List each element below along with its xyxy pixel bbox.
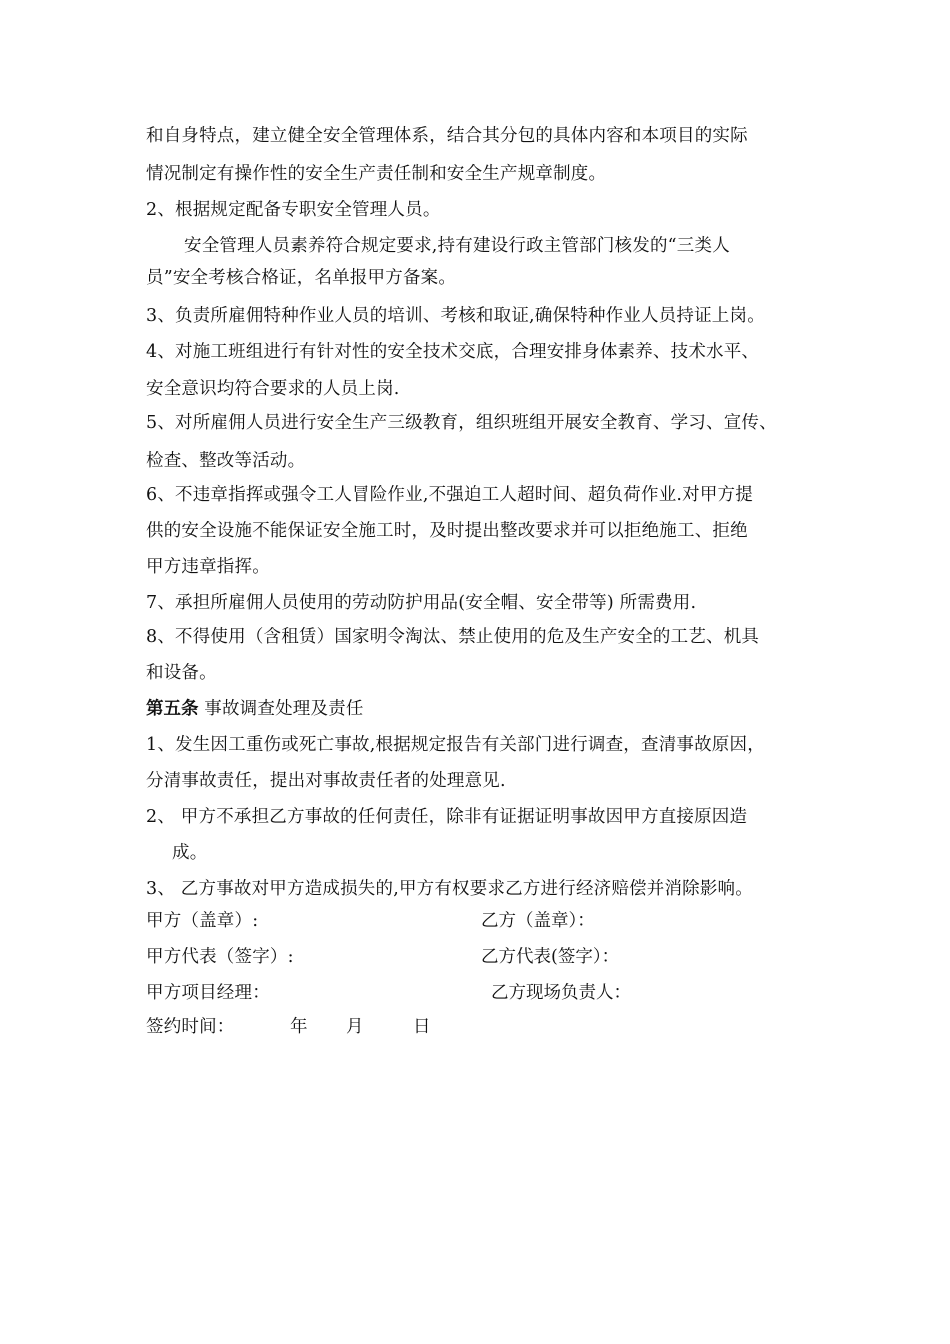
paragraph-line: 供的安全设施不能保证安全施工时，及时提出整改要求并可以拒绝施工、拒绝 (146, 521, 748, 541)
paragraph-line: 成。 (172, 843, 208, 863)
party-b-rep-label: 乙方代表(签字）： (481, 947, 620, 967)
item-8: 8、不得使用（含租赁）国家明令淘汰、禁止使用的危及生产安全的工艺、机具 (146, 627, 760, 647)
year-label: 年 (290, 1017, 308, 1037)
sign-time-label: 签约时间： (146, 1017, 235, 1037)
party-a-pm-label: 甲方项目经理： (146, 983, 270, 1003)
item-4: 4、对施工班组进行有针对性的安全技术交底，合理安排身体素养、技术水平、 (146, 342, 760, 362)
article-item-3: 3、 乙方事故对甲方造成损失的,甲方有权要求乙方进行经济赔偿并消除影响。 (146, 879, 753, 899)
article-item-2: 2、 甲方不承担乙方事故的任何责任，除非有证据证明事故因甲方直接原因造 (146, 807, 748, 827)
paragraph-line: 和设备。 (146, 663, 217, 683)
paragraph-line: 安全意识均符合要求的人员上岗. (146, 379, 400, 399)
article-item-1: 1、发生因工重伤或死亡事故,根据规定报告有关部门进行调查，查清事故原因， (146, 735, 765, 755)
paragraph-line: 安全管理人员素养符合规定要求,持有建设行政主管部门核发的“三类人 (184, 236, 730, 256)
day-label: 日 (413, 1017, 431, 1037)
paragraph-line: 情况制定有操作性的安全生产责任制和安全生产规章制度。 (146, 164, 607, 184)
party-a-seal-label: 甲方（盖章）: (146, 911, 259, 931)
party-b-site-label: 乙方现场负责人： (491, 983, 631, 1003)
item-3: 3、负责所雇佣特种作业人员的培训、考核和取证,确保特种作业人员持证上岗。 (146, 306, 765, 326)
paragraph-line: 和自身特点，建立健全安全管理体系，结合其分包的具体内容和本项目的实际 (146, 126, 748, 146)
item-7: 7、承担所雇佣人员使用的劳动防护用品(安全帽、安全带等) 所需费用. (146, 593, 697, 613)
paragraph-line: 检查、整改等活动。 (146, 451, 306, 471)
party-a-rep-label: 甲方代表（签字）: (146, 947, 294, 967)
party-b-seal-label: 乙方（盖章）： (481, 911, 595, 931)
article-heading (146, 697, 364, 721)
month-label: 月 (346, 1017, 364, 1037)
paragraph-line: 员”安全考核合格证，名单报甲方备案。 (146, 268, 457, 288)
paragraph-line: 分清事故责任，提出对事故责任者的处理意见. (146, 771, 506, 791)
item-5: 5、对所雇佣人员进行安全生产三级教育，组织班组开展安全教育、学习、宣传、 (146, 413, 777, 433)
item-6: 6、不违章指挥或强令工人冒险作业,不强迫工人超时间、超负荷作业.对甲方提 (146, 485, 753, 505)
article-title: 事故调查处理及责任 (204, 699, 364, 719)
article-label: 第五条 (146, 699, 199, 719)
paragraph-line: 甲方违章指挥。 (146, 557, 270, 577)
item-2: 2、根据规定配备专职安全管理人员。 (146, 200, 441, 220)
